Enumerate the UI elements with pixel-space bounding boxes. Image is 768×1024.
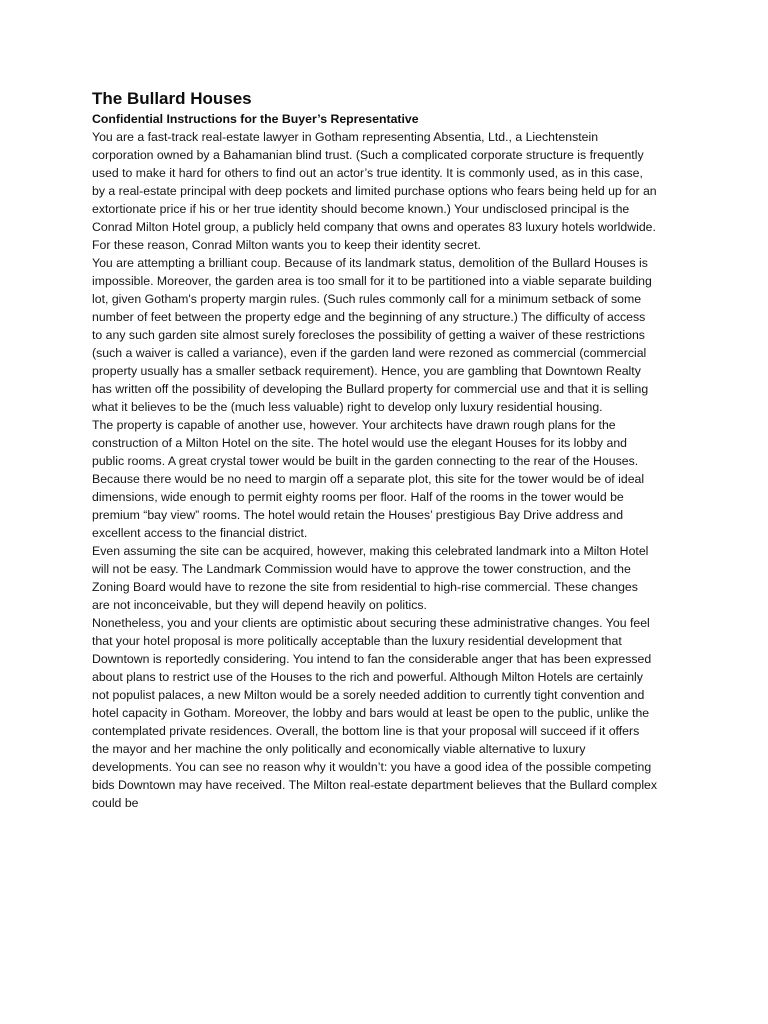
document-title: The Bullard Houses <box>92 89 252 108</box>
paragraph-approvals: Even assuming the site can be acquired, however, making this celebrated landmark into a Milton Hotel will not be easy. The Landmark Commission would have to approve the tower construction, and the Zoning Board would have to rezone the site from residential to high-rise commercial. These changes are not inconceivable, but they will depend heavily on politics. <box>92 544 649 612</box>
paragraph-hotel-plan: The property is capable of another use, however. Your architects have drawn rough plans for the construction of a Milton Hotel on the site. The hotel would use the elegant Houses for its lobby and public rooms. A great crystal tower would be built in the garden connecting to the rear of the Houses. Because there would be no need to margin off a separate plot, this site for the tower would be of ideal dimensions, wide enough to permit eighty rooms per floor. Half of the rooms in the tower would be premium “bay view” rooms. The hotel would retain the Houses’ prestigious Bay Drive address and excellent access to the financial district. <box>92 418 645 540</box>
document-page <box>92 88 658 812</box>
paragraph-coup: You are attempting a brilliant coup. Because of its landmark status, demolition of the Bullard Houses is impossible. Moreover, the garden area is too small for it to be partitioned into a viable separate building lot, given Gotham's property margin rules. (Such rules commonly call for a minimum setback of some number of feet between the property edge and the beginning of any structure.) The difficulty of access to any such garden site almost surely forecloses the possibility of getting a waiver of these restrictions (such a waiver is called a variance), even if the garden land were rezoned as commercial (commercial property usually has a smaller setback requirement). Hence, you are gambling that Downtown Realty has written off the possibility of developing the Bullard property for commercial use and that it is selling what it believes to be the (much less valuable) right to develop only luxury residential housing. <box>92 256 652 414</box>
document-subtitle: Confidential Instructions for the Buyer’s Representative <box>92 112 419 126</box>
paragraph-identity: You are a fast-track real-estate lawyer in Gotham representing Absentia, Ltd., a Liechtenstein corporation owned by a Bahamanian blind trust. (Such a complicated corporate structure is frequently used to make it hard for others to find out an actor’s true identity. It is commonly used, as in this case, by a real-estate principal with deep pockets and limited purchase options who fears being held up for an extortionate price if his or her true identity should become known.) Your undisclosed principal is the Conrad Milton Hotel group, a publicly held company that owns and operates 83 luxury hotels worldwide. For these reason, Conrad Milton wants you to keep their identity secret. <box>92 130 657 252</box>
paragraph-optimism: Nonetheless, you and your clients are optimistic about securing these administrative changes. You feel that your hotel proposal is more politically acceptable than the luxury residential development that Downtown is reportedly considering. You intend to fan the considerable anger that has been expressed about plans to restrict use of the Houses to the rich and powerful. Although Milton Hotels are certainly not populist palaces, a new Milton would be a sorely needed addition to currently tight convention and hotel capacity in Gotham. Moreover, the lobby and bars would at least be open to the public, unlike the contemplated private residences. Overall, the bottom line is that your proposal will succeed if it offers the mayor and her machine the only politically and economically viable alternative to luxury developments. You can see no reason why it wouldn’t: you have a good idea of the possible competing bids Downtown may have received. The Milton real-estate department believes that the Bullard complex could be <box>92 616 658 810</box>
